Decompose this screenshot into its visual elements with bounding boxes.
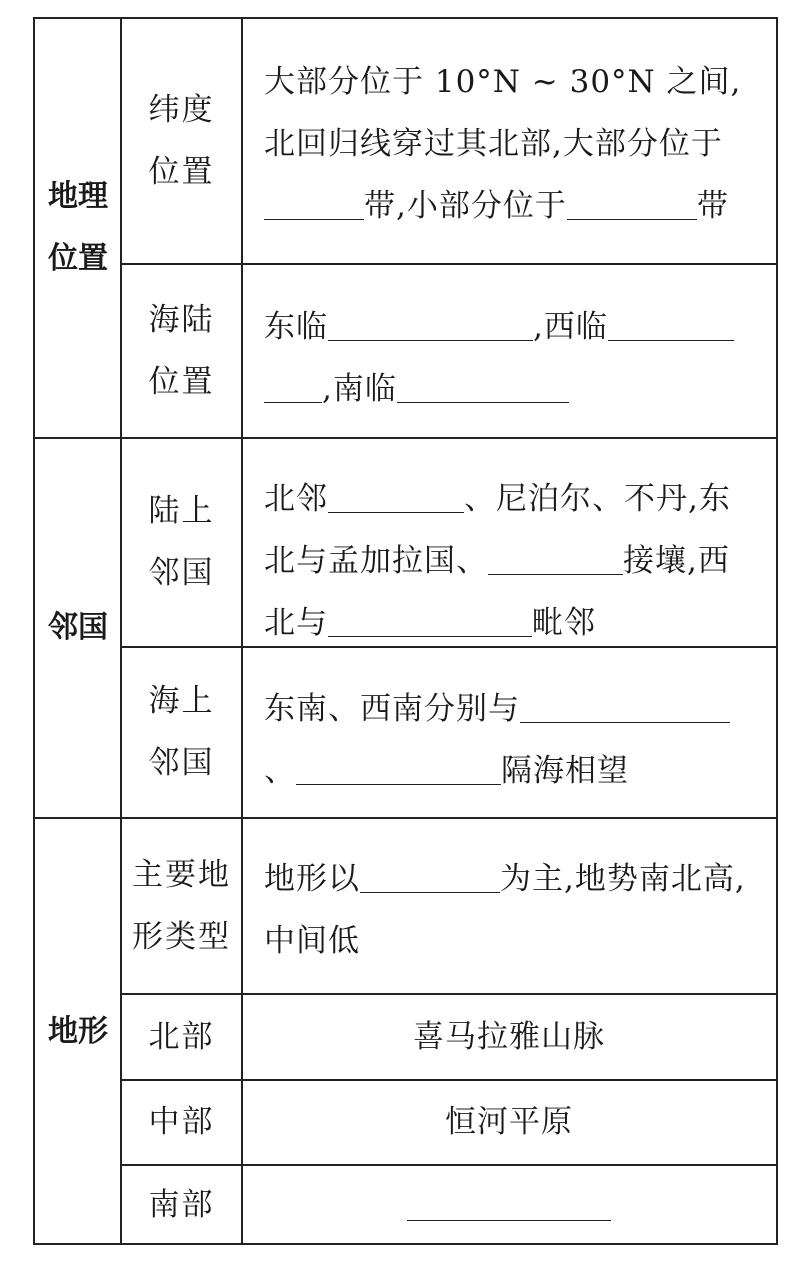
category-terrain <box>35 818 121 1245</box>
sublabel-latitude: 纬度位置 <box>148 92 215 190</box>
sublabel-north: 北部 <box>148 1018 215 1055</box>
sublabel-land-neighbors: 陆上邻国 <box>148 493 215 591</box>
main-terrain-content: 地形以 为主,地势南北高,中间低 <box>264 861 746 959</box>
fill-blank[interactable] <box>264 188 364 220</box>
category-geo-position <box>35 19 121 437</box>
sea-land-content: 东临 ,西临,南临 <box>242 282 776 437</box>
sublabel-south: 南部 <box>148 1187 215 1223</box>
fill-blank[interactable] <box>296 753 501 785</box>
south-content <box>242 1165 776 1245</box>
fill-blank[interactable] <box>397 371 569 403</box>
sublabel-middle: 中部 <box>148 1104 215 1140</box>
category-neighbors <box>35 438 121 817</box>
sea-neighbors-content: 东南、西南分别与、 隔海相望 <box>242 664 776 817</box>
fill-blank[interactable] <box>608 309 734 341</box>
fill-blank[interactable] <box>264 371 322 403</box>
land-neighbors-content: 北邻 、尼泊尔、不丹,东北与孟加拉国、 接壤,西北与 毗邻 <box>264 481 731 641</box>
middle-content <box>242 1080 776 1164</box>
latitude-content: 大部分位于 10°N ~ 30°N 之间,北回归线穿过其北部,大部分位于带,小部分位于 带 <box>264 64 742 224</box>
fill-blank[interactable] <box>328 605 532 637</box>
south-fill-blank[interactable] <box>407 1190 611 1221</box>
fill-blank[interactable] <box>328 481 464 513</box>
category-label: 邻国 <box>48 609 108 645</box>
fill-blank[interactable] <box>328 309 533 341</box>
fill-blank[interactable] <box>360 861 500 893</box>
middle-value: 恒河平原 <box>445 1104 573 1140</box>
fill-blank[interactable] <box>488 543 623 575</box>
category-label: 地理位置 <box>48 179 108 276</box>
sublabel-main-terrain: 主要地形类型 <box>132 856 231 955</box>
sublabel-sea-land: 海陆位置 <box>148 301 215 400</box>
north-value: 喜马拉雅山脉 <box>413 1018 605 1055</box>
fill-blank[interactable] <box>567 188 697 220</box>
sublabel-sea-neighbors: 海上邻国 <box>148 683 215 781</box>
category-label: 地形 <box>48 1013 108 1049</box>
india-geography-table <box>33 17 778 1245</box>
north-content <box>242 994 776 1079</box>
fill-blank[interactable] <box>520 691 730 723</box>
